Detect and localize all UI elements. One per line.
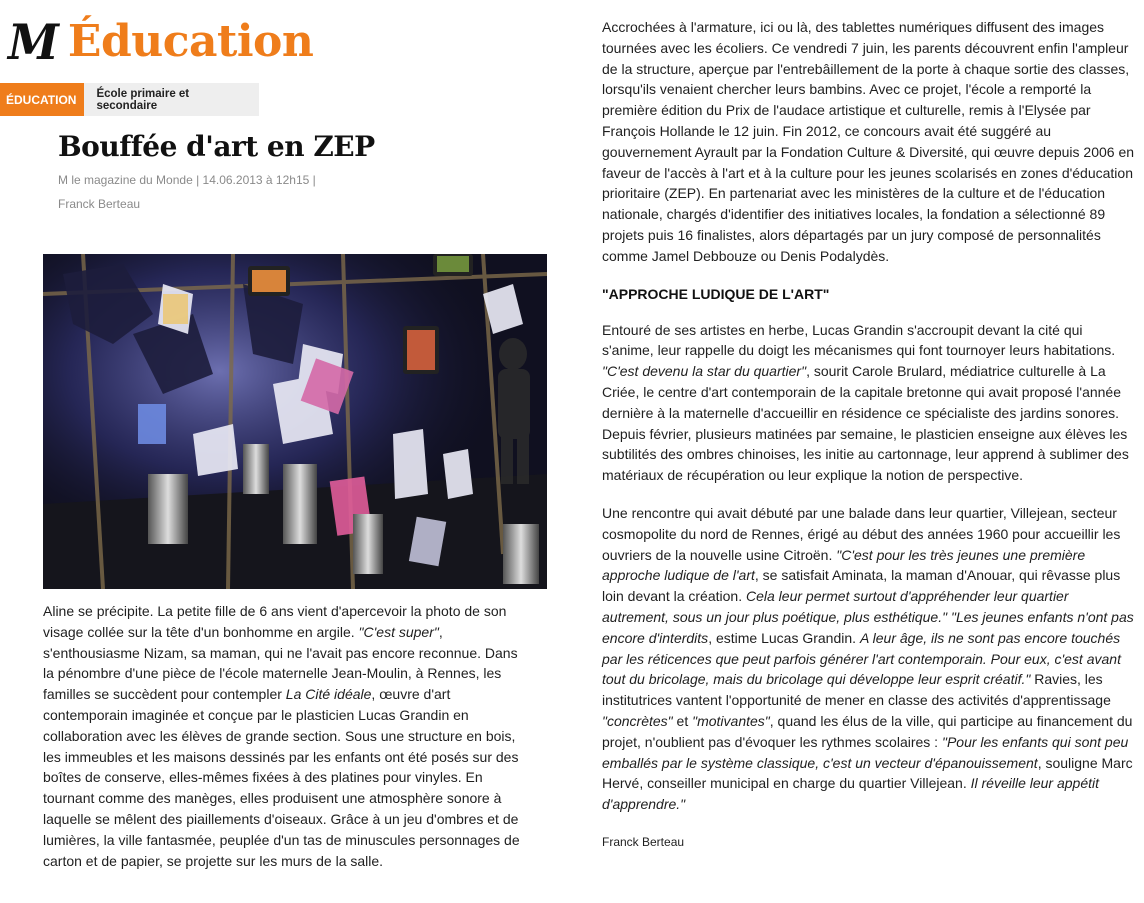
article-photo [43, 254, 547, 589]
m-logo[interactable]: M [8, 13, 56, 71]
section-title[interactable]: Éducation [67, 16, 314, 67]
article-author-signature: Franck Berteau [602, 834, 685, 849]
article-body-left [43, 601, 529, 888]
article-headline: Bouffée d'art en ZEP [58, 130, 375, 163]
article-author: Franck Berteau [58, 197, 141, 211]
article-body-right [602, 17, 1138, 853]
paragraph-encounter: Une rencontre qui avait débuté par une balade dans leur quartier, Villejean, secteur cosmopolite du nord de Rennes, érigé au début des années 1960 pour accueillir les ouvriers de la nouvelle usine Citroën. "C'est pour les très jeunes une première approche ludique de l'art, se satisfait Aminata, la maman d'Anouar, qui rêvasse plus loin devant la création. Cela leur permet surtout d'appréhender leur quartier autrement, sous un jour plus poétique, plus esthétique." "Les jeunes enfants n'ont pas encore d'interdits, estime Lucas Grandin. A leur âge, ils ne sont pas encore touchés par les réticences que peut parfois générer l'art contemporain. Pour eux, c'est avant tout du bricolage, mais du bricolage qui développe leur esprit créatif." Ravies, les institutrices vantent l'opportunité de mener en classe des activités d'apprentissage "concrètes" et "motivantes", quand les élus de la ville, qui participe au financement du projet, n'oublient pas d'évoquer les rythmes scolaires : "Pour les enfants qui sont peu emballés par le système classique, c'est un vecteur d'épanouissement, souligne Marc Hervé, conseiller municipal en charge du quartier Villejean. Il réveille leur appétit d'apprendre." [602, 504, 1134, 813]
subheading: "APPROCHE LUDIQUE DE L'ART" [602, 285, 830, 302]
breadcrumb-school-link[interactable]: École primaire et secondaire [84, 83, 259, 116]
paragraph-artist: Entouré de ses artistes en herbe, Lucas Grandin s'accroupit devant la cité qui s'anime, leur rappelle du doigt les mécanismes qui font tournoyer leurs habitations. "C'est devenu la star du quartier", sourit Carole Brulard, médiatrice culturelle à La Criée, le centre d'art contemporain de la capitale bretonne qui avait proposé l'année dernière à la maternelle d'accueillir en résidence ce spécialiste des jardins sonores. Depuis février, plusieurs matinées par semaine, le plasticien enseigne aux élèves les subtilités des ombres chinoises, les initie au cartonnage, leur apprend à sublimer des matériaux de récupération ou leur explique la notion de perspective. [602, 321, 1129, 484]
breadcrumb [0, 83, 259, 116]
masthead [8, 12, 313, 72]
article-meta: M le magazine du Monde | 14.06.2013 à 12h15 | [58, 173, 316, 187]
paragraph-prize: Accrochées à l'armature, ici ou là, des tablettes numériques diffusent des images tournées avec les écoliers. Ce vendredi 7 juin, les parents découvrent enfin l'ampleur de la structure, aperçue par l'entrebâillement de la porte à chaque sortie des classes, lorsqu'ils venaient chercher leurs bambins. Avec ce projet, l'école a remporté la première édition du Prix de l'audace artistique et culturelle, remis à l'Elysée par François Hollande le 12 juin. Fin 2012, ce concours avait été suggéré au gouvernement Ayrault par la Fondation Culture & Diversité, qui œuvre depuis 2006 en faveur de l'accès à l'art et à la culture pour les jeunes scolarisés en zones d'éducation prioritaire (ZEP). En partenariat avec les ministères de la culture et de l'éducation nationale, chargés d'identifier des initiatives locales, la fondation a sélectionné 89 projets puis 16 finalistes, alors départagés par un jury composé de personnalités comme Jamel Debbouze ou Denis Podalydès. [602, 19, 1135, 264]
paragraph-intro: Aline se précipite. La petite fille de 6 ans vient d'apercevoir la photo de son visage collée sur la tête d'un bonhomme en argile. "C'est super", s'enthousiasme Nizam, sa maman, qui ne l'avait pas encore reconnue. Dans la pénombre d'une pièce de l'école maternelle Jean-Moulin, à Rennes, les familles se succèdent pour contempler La Cité idéale, œuvre d'art contemporain imaginée et conçue par le plasticien Lucas Grandin en collaboration avec les élèves de grande section. Sous une structure en bois, les immeubles et les maisons dessinés par les enfants ont été posés sur des boîtes de conserve, elles-mêmes fixées à des platines pour vinyles. En tournant comme des manèges, elles produisent une atmosphère sonore à laquelle se mêlent des piaillements d'oiseaux. Grâce à un jeu d'ombres et de lumières, la ville fantasmée, peuplée d'un tas de minuscules personnages de carton et de papier, se projette sur les murs de la salle. [43, 603, 520, 869]
breadcrumb-education-link[interactable]: ÉDUCATION [0, 83, 84, 116]
